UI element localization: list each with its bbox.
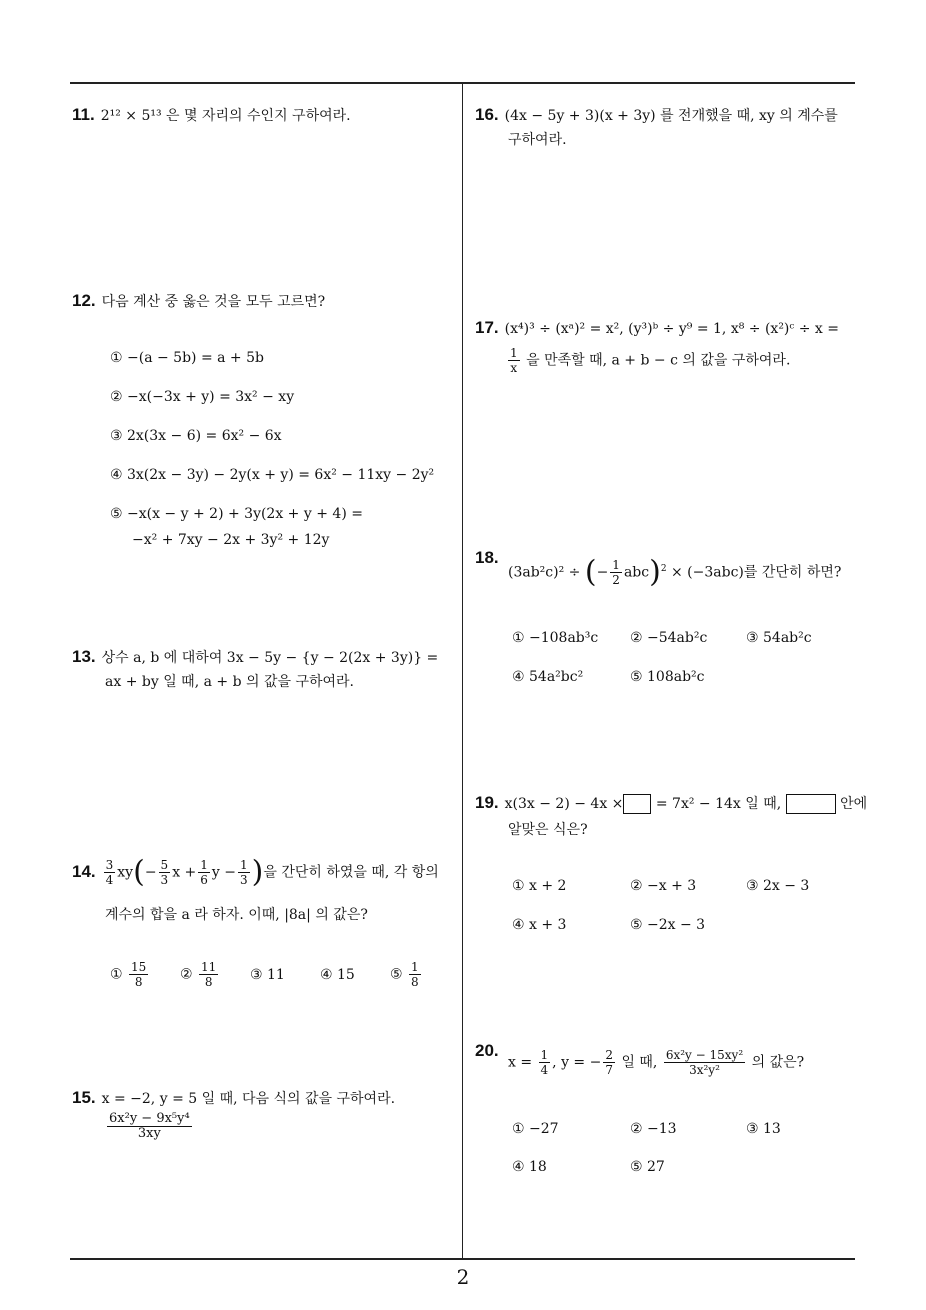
term-xy: xy [117, 864, 134, 881]
q18-option-4: ④ 54a²bc² [512, 669, 584, 685]
q14-option-2: ② $\frac{11}{8}$ [180, 960, 217, 989]
term-x: x + [172, 864, 197, 881]
q19-option-1: ① x + 2 [512, 878, 567, 894]
q13-line-2: ax + by 일 때, a + b 의 값을 구하여라. [105, 674, 355, 690]
question-17 [475, 315, 839, 342]
question-15 [72, 1085, 395, 1112]
question-14: 14. $\frac{3}{4}$ xy(− $\frac{5}{3}$ x + $\frac{1}{6}$ y − $\frac{1}{3}$ )을 간단히 하였을 때, 각 항의 [72, 854, 439, 890]
answer-box [623, 794, 651, 814]
q12-option-5-cont: −x² + 7xy − 2x + 3y² + 12y [132, 532, 330, 548]
q14-option-3: ③ 11 [250, 967, 285, 983]
q19-option-3: ③ 2x − 3 [746, 878, 810, 894]
q12-option-3: ③ 2x(3x − 6) = 6x² − 6x [110, 428, 282, 444]
q19-option-4: ④ x + 3 [512, 917, 567, 933]
q19-option-2: ② −x + 3 [630, 878, 697, 894]
question-number: 17. [475, 318, 499, 337]
question-18 [475, 545, 505, 572]
q18-option-3: ③ 54ab²c [746, 630, 812, 646]
question-number: 13. [72, 647, 96, 666]
fraction-1-3: $\frac{1}{3}$ [240, 858, 248, 887]
q19-option-5: ⑤ −2x − 3 [630, 917, 706, 933]
q18-option-1: ① −108ab³c [512, 630, 599, 646]
question-13 [72, 644, 438, 671]
q16-line-2: 구하여라. [508, 132, 567, 148]
question-line-1: 상수 a, b 에 대하여 3x − 5y − {y − 2(2x + 3y)} = [101, 650, 439, 666]
column-divider [462, 82, 463, 1260]
q19-line-2: 알맞은 식은? [508, 822, 588, 838]
question-11 [72, 102, 351, 129]
question-line-1: (x⁴)³ ÷ (xᵃ)² = x², (y³)ᵇ ÷ y⁹ = 1, x⁸ ÷ (x²)ᶜ ÷ x = [504, 321, 839, 337]
fraction-3-4: $\frac{3}{4}$ [105, 858, 114, 887]
q20-expression: x = $\frac{1}{4}$ , y = − $\frac{2}{7}$ 일 때, $\frac{\text{6x²y − 15xy²}}{\text{3x²y²}}$ 의 값은? [508, 1048, 805, 1077]
q12-option-5: ⑤ −x(x − y + 2) + 3y(2x + y + 4) = [110, 506, 363, 522]
q20-option-5: ⑤ 27 [630, 1159, 665, 1175]
question-text: x(3x − 2) − 4x × [504, 796, 624, 812]
q12-option-2: ② −x(−3x + y) = 3x² − xy [110, 389, 295, 405]
q18-option-5: ⑤ 108ab²c [630, 669, 705, 685]
q20-option-1: ① −27 [512, 1121, 559, 1137]
q20-option-3: ③ 13 [746, 1121, 781, 1137]
question-text-2: = 7x² − 14x 일 때, [655, 796, 782, 812]
q14-option-1: ① $\frac{15}{8}$ [110, 960, 147, 989]
bottom-rule [70, 1258, 855, 1260]
q12-option-1: ① −(a − 5b) = a + 5b [110, 350, 264, 366]
q12-option-4: ④ 3x(2x − 3y) − 2y(x + y) = 6x² − 11xy − 2y² [110, 467, 435, 483]
question-number: 18. [475, 548, 499, 567]
question-number: 11. [72, 105, 95, 124]
question-number: 12. [72, 291, 96, 310]
fraction-5-3: $\frac{5}{3}$ [160, 858, 169, 887]
q18-expression: (3ab²c)² ÷ (− $\frac{1}{2}$ abc)$^2$ × (−3abc)를 간단히 하면? [508, 554, 842, 590]
question-number: 15. [72, 1088, 96, 1107]
term-y: y − [211, 864, 236, 881]
question-number: 19. [475, 793, 499, 812]
q14-line-2: 계수의 합을 a 라 하자. 이때, |8a| 의 값은? [105, 907, 368, 923]
question-12 [72, 288, 325, 315]
question-text: 다음 계산 중 옳은 것을 모두 고르면? [101, 294, 326, 310]
q17-line-2: $\frac{1}{x}$ 을 만족할 때, a + b − c 의 값을 구하여라. [510, 346, 791, 375]
question-line-1: (4x − 5y + 3)(x + 3y) 를 전개했을 때, xy 의 계수를 [504, 108, 838, 124]
question-19 [475, 790, 867, 817]
q20-option-2: ② −13 [630, 1121, 677, 1137]
question-number: 14. [72, 861, 96, 881]
question-text: 을 간단히 하였을 때, 각 항의 [263, 864, 439, 881]
minus-sign: − [144, 864, 157, 881]
question-20 [475, 1038, 505, 1065]
fraction-1-6: $\frac{1}{6}$ [200, 858, 208, 887]
q18-option-2: ② −54ab²c [630, 630, 708, 646]
q14-option-5: ⑤ $\frac{1}{8}$ [390, 960, 419, 989]
question-text: 2¹² × 5¹³ 은 몇 자리의 수인지 구하여라. [100, 108, 351, 124]
question-number: 20. [475, 1041, 499, 1060]
q14-option-4: ④ 15 [320, 967, 355, 983]
question-text: x = −2, y = 5 일 때, 다음 식의 값을 구하여라. [101, 1091, 396, 1107]
question-16 [475, 102, 838, 129]
question-text-3: 안에 [840, 796, 868, 812]
q20-option-4: ④ 18 [512, 1159, 547, 1175]
answer-box-2 [786, 794, 836, 814]
question-number: 16. [475, 105, 499, 124]
q15-expression: $\frac{\text{6x²y − 9x⁵y⁴}}{3xy}$ [109, 1111, 190, 1141]
page-number: 2 [456, 1265, 470, 1289]
